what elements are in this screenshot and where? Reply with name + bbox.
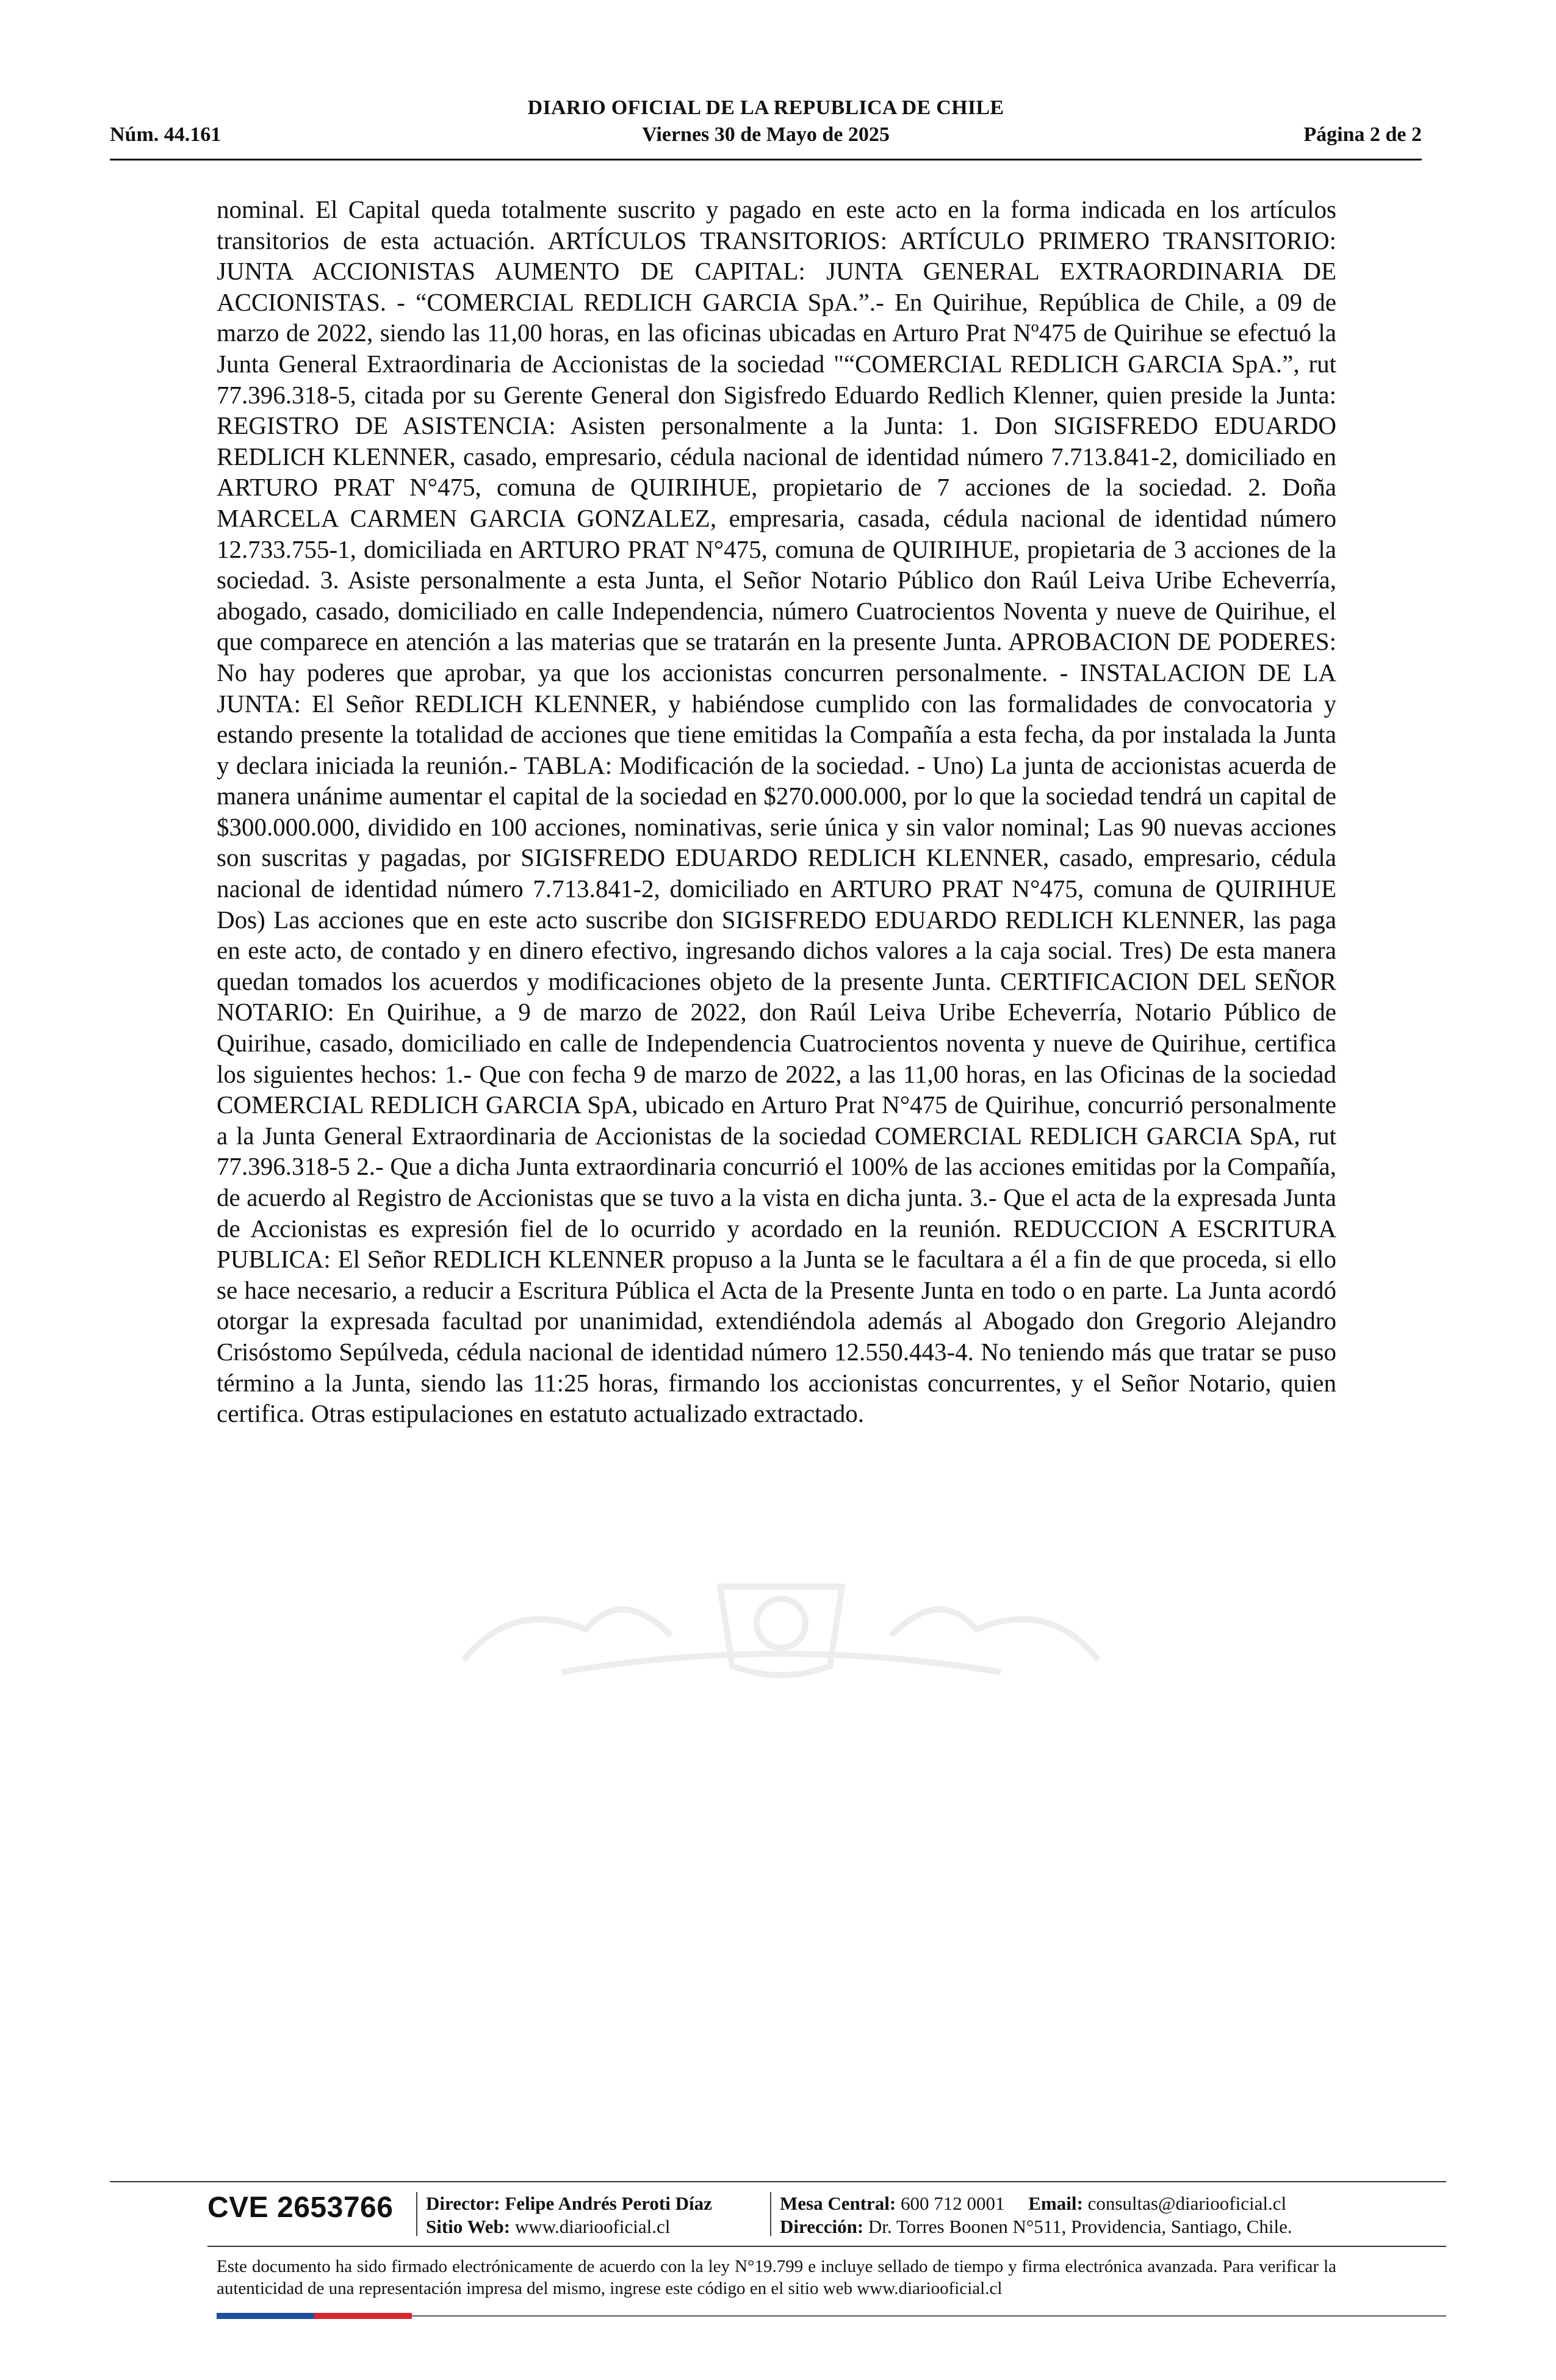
phone-number: 600 712 0001 bbox=[901, 2193, 1005, 2214]
newspaper-title: DIARIO OFICIAL DE LA REPUBLICA DE CHILE bbox=[527, 96, 1004, 119]
issue-number: Núm. 44.161 bbox=[110, 123, 222, 146]
body-paragraph: nominal. El Capital queda totalmente suscrito y pagado en este acto en la forma indicada en los artículos transitorios de esta actuación. ARTÍCULOS TRANSITORIOS: ARTÍCULO PRIMERO TRANSITORIO: JUNTA ACCIONISTAS AUMENTO DE CAPITAL: JUNTA GENERAL EXTRAORDINARIA DE ACCIONISTAS. - “COMERCIAL REDLICH GARCIA SpA.”.- En Quirihue, República de Chile, a 09 de marzo de 2022, siendo las 11,00 horas, en las oficinas ubicadas en Arturo Prat Nº475 de Quirihue se efectuó la Junta General Extraordinaria de Accionistas de la sociedad "“COMERCIAL REDLICH GARCIA SpA.”, rut 77.396.318-5, citada por su Gerente General don Sigisfredo Eduardo Redlich Klenner, quien preside la Junta: REGISTRO DE ASISTENCIA: Asisten personalmente a la Junta: 1. Don SIGISFREDO EDUARDO REDLICH KLENNER, casado, empresario, cédula nacional de identidad número 7.713.841-2, domiciliado en ARTURO PRAT N°475, comuna de QUIRIHUE, propietario de 7 acciones de la sociedad. 2. Doña MARCELA CARMEN GARCIA GONZALEZ, empresaria, casada, cédula nacional de identidad número 12.733.755-1, domiciliada en ARTURO PRAT N°475, comuna de QUIRIHUE, propietaria de 3 acciones de la sociedad. 3. Asiste personalmente a esta Junta, el Señor Notario Público don Raúl Leiva Uribe Echeverría, abogado, casado, domiciliado en calle Independencia, número Cuatrocientos Noventa y nueve de Quirihue, el que comparece en atención a las materias que se tratarán en la presente Junta. APROBACION DE PODERES: No hay poderes que aprobar, ya que los accionistas concurren personalmente. - INSTALACION DE LA JUNTA: El Señor REDLICH KLENNER, y habiéndose cumplido con las formalidades de convocatoria y estando presente la totalidad de acciones que tiene emitidas la Compañía a esta fecha, da por instalada la Junta y declara iniciada la reunión.- TABLA: Modificación de la sociedad. - Uno) La junta de accionistas acuerda de manera unánime aumentar el capital de la sociedad en $270.000.000, por lo que la sociedad tendrá un capital de $300.000.000, dividido en 100 acciones, nominativas, serie única y sin valor nominal; Las 90 nuevas acciones son suscritas y pagadas, por SIGISFREDO EDUARDO REDLICH KLENNER, casado, empresario, cédula nacional de identidad número 7.713.841-2, domiciliado en ARTURO PRAT N°475, comuna de QUIRIHUE Dos) Las acciones que en este acto suscribe don SIGISFREDO EDUARDO REDLICH KLENNER, las paga en este acto, de contado y en dinero efectivo, ingresando dichos valores a la caja social. Tres) De esta manera quedan tomados los acuerdos y modificaciones objeto de la presente Junta. CERTIFICACION DEL SEÑOR NOTARIO: En Quirihue, a 9 de marzo de 2022, don Raúl Leiva Uribe Echeverría, Notario Público de Quirihue, casado, domiciliado en calle de Independencia Cuatrocientos noventa y nueve de Quirihue, certifica los siguientes hechos: 1.- Que con fecha 9 de marzo de 2022, a las 11,00 horas, en las Oficinas de la sociedad COMERCIAL REDLICH GARCIA SpA, ubicado en Arturo Prat N°475 de Quirihue, concurrió personalmente a la Junta General Extraordinaria de Accionistas de la sociedad COMERCIAL REDLICH GARCIA SpA, rut 77.396.318-5 2.- Que a dicha Junta extraordinaria concurrió el 100% de las acciones emitidas por la Compañía, de acuerdo al Registro de Accionistas que se tuvo a la vista en dicha junta. 3.- Que el acta de la expresada Junta de Accionistas es expresión fiel de lo ocurrido y acordado en la reunión. REDUCCION A ESCRITURA PUBLICA: El Señor REDLICH KLENNER propuso a la Junta se le facultara a él a fin de que proceda, si ello se hace necesario, a reducir a Escritura Pública el Acta de la Presente Junta en todo o en parte. La Junta acordó otorgar la expresada facultad por unanimidad, extendiéndola además al Abogado don Gregorio Alejandro Crisóstomo Sepúlveda, cédula nacional de identidad número 12.550.443-4. No teniendo más que tratar se puso término a la Junta, siendo las 11:25 horas, firmando los accionistas concurrentes, y el Señor Notario, quien certifica. Otras estipulaciones en estatuto actualizado extractado. bbox=[217, 195, 1336, 1428]
website-link[interactable]: www.diariooficial.cl bbox=[514, 2216, 671, 2237]
website-label: Sitio Web: bbox=[426, 2216, 511, 2237]
flag-bar-red bbox=[314, 2313, 412, 2319]
director-name: Felipe Andrés Peroti Díaz bbox=[505, 2193, 712, 2214]
footer-separator bbox=[416, 2192, 417, 2236]
issue-date: Viernes 30 de Mayo de 2025 bbox=[642, 123, 890, 146]
cve-code: CVE 2653766 bbox=[207, 2191, 394, 2224]
footer-divider-top bbox=[110, 2181, 1446, 2182]
flag-bar-blue bbox=[217, 2313, 314, 2319]
flag-color-bar bbox=[217, 2313, 412, 2319]
page-number: Página 2 de 2 bbox=[1303, 123, 1422, 146]
footer-divider-middle bbox=[207, 2246, 1446, 2247]
address-label: Dirección: bbox=[780, 2216, 864, 2237]
footer-contact-block bbox=[780, 2192, 1292, 2238]
director-label: Director: bbox=[426, 2193, 500, 2214]
footer-director-block bbox=[426, 2192, 712, 2238]
footer-separator bbox=[770, 2192, 771, 2236]
phone-label: Mesa Central: bbox=[780, 2193, 896, 2214]
email-link[interactable]: consultas@diariooficial.cl bbox=[1087, 2193, 1287, 2214]
coat-of-arms-watermark bbox=[439, 1562, 1123, 1684]
electronic-signature-notice: Este documento ha sido firmado electrónicamente de acuerdo con la ley N°19.799 e incluye sellado de tiempo y firma electrónica avanzada. Para verificar la autenticidad de una representación impresa del mismo, ingrese este código en el sitio web www.diariooficial.cl bbox=[217, 2257, 1336, 2298]
page-header bbox=[110, 92, 1422, 160]
email-label: Email: bbox=[1028, 2193, 1083, 2214]
document-body bbox=[217, 194, 1336, 1429]
address: Dr. Torres Boonen N°511, Providencia, Santiago, Chile. bbox=[868, 2216, 1292, 2237]
